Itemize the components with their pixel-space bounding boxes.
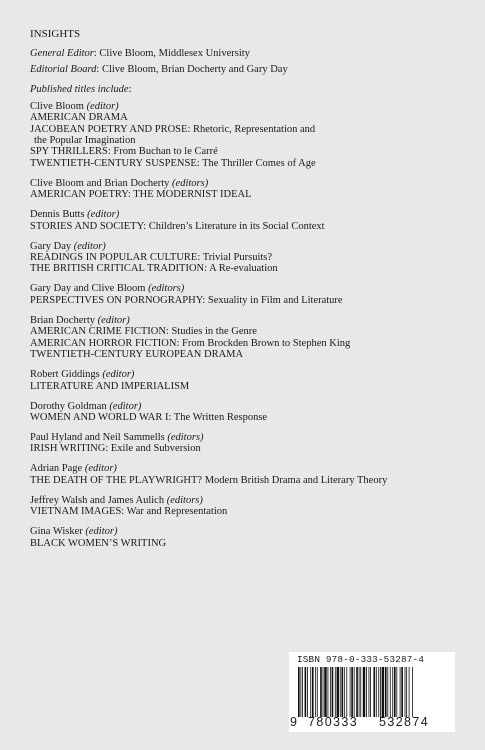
barcode-bar (376, 667, 377, 717)
barcode-bar (350, 667, 351, 717)
book-title-subtitle: : Trivial Pursuits? (197, 252, 273, 264)
book-title (30, 221, 470, 232)
barcode-bar (401, 667, 403, 717)
editor-role: (editor) (87, 209, 120, 221)
editorial-board-label: Editorial Board (30, 64, 97, 76)
barcode-bar (380, 667, 381, 717)
barcode-bar (324, 667, 326, 717)
barcode-bar (373, 667, 375, 717)
barcode-bar (400, 667, 401, 717)
barcode-bar (370, 667, 371, 717)
book-title-main: AMERICAN DRAMA (30, 112, 128, 124)
editor-role: (editors) (166, 494, 203, 506)
editor-line (30, 432, 470, 443)
editor-role: (editor) (73, 240, 106, 252)
title-group (30, 463, 470, 486)
barcode-bar (392, 667, 393, 717)
editor-names: Gary Day (30, 240, 74, 252)
book-title-subtitle: : Sexuality in Film and Literature (202, 294, 343, 306)
book-title-main: THE DEATH OF THE PLAYWRIGHT? (30, 474, 203, 486)
book-title (30, 135, 470, 146)
title-group (30, 101, 470, 169)
book-title (30, 349, 470, 360)
title-group (30, 526, 470, 549)
book-title (30, 506, 470, 517)
editorial-board-value: : Clive Bloom, Brian Docherty and Gary Day (96, 64, 288, 76)
book-title (30, 412, 470, 423)
barcode-bar (344, 667, 345, 717)
barcode-bar (320, 667, 322, 717)
isbn-label: ISBN 978-0-333-53287-4 (297, 654, 425, 665)
title-group (30, 315, 470, 361)
barcode-bar (328, 667, 329, 717)
book-title-subtitle: : Children’s Literature in its Social Context (143, 220, 325, 232)
book-title (30, 475, 470, 486)
book-title-subtitle: : The Thriller Comes of Age (196, 157, 316, 169)
book-title (30, 295, 470, 306)
book-title-main: SPY THRILLERS (30, 146, 108, 158)
book-title-subtitle: : A Re-evaluation (204, 263, 278, 275)
book-title-main: THE BRITISH CRITICAL TRADITION (30, 263, 205, 275)
title-group (30, 495, 470, 518)
book-title (30, 263, 470, 274)
barcode-digit-group-1: 780333 (308, 715, 359, 729)
barcode-bar (340, 667, 341, 717)
barcode-bar (394, 667, 396, 717)
barcode-digit-group-2: 532874 (379, 715, 430, 729)
book-title-subtitle: : Studies in the Genre (165, 326, 257, 338)
book-title-main: IRISH WRITING (30, 443, 106, 455)
barcode-bar (359, 667, 360, 717)
barcode-bar (409, 667, 410, 717)
barcode-bar (354, 667, 355, 717)
book-title (30, 189, 470, 200)
editor-names: Robert Giddings (30, 369, 103, 381)
editor-names: Dorothy Goldman (30, 400, 110, 412)
general-editor-label: General Editor (30, 48, 94, 59)
barcode-bar (300, 667, 301, 717)
barcode-bar (317, 667, 318, 717)
title-group (30, 432, 470, 455)
barcode-bar (369, 667, 370, 717)
book-title (30, 158, 470, 169)
title-group (30, 401, 470, 424)
book-title (30, 112, 470, 123)
book-title-main: AMERICAN POETRY: THE MODERNIST IDEAL (30, 189, 252, 201)
barcode-bar (332, 667, 334, 717)
barcode-bar (406, 667, 407, 717)
title-group (30, 369, 470, 392)
book-title-main: TWENTIETH-CENTURY EUROPEAN DRAMA (30, 349, 244, 361)
editorial-board-line (30, 64, 470, 75)
book-title-main: AMERICAN HORROR FICTION (30, 337, 177, 349)
book-title (30, 252, 470, 263)
editor-line (30, 495, 470, 506)
book-title-main: STORIES AND SOCIETY (30, 220, 144, 232)
title-group (30, 241, 470, 275)
editor-line (30, 283, 470, 294)
book-title-subtitle: : The Written Response (168, 411, 268, 423)
book-title-main: TWENTIETH-CENTURY SUSPENSE (30, 157, 197, 169)
editor-role: (editor) (102, 369, 135, 381)
editor-role: (editors) (167, 431, 204, 443)
barcode-bar (341, 667, 343, 717)
editor-line (30, 463, 470, 474)
editor-names: Clive Bloom and Brian Docherty (30, 177, 173, 189)
book-title-main: BLACK WOMEN’S WRITING (30, 537, 167, 549)
book-title-main: JACOBEAN POETRY AND PROSE (30, 123, 188, 135)
editor-role: (editor) (86, 100, 119, 112)
book-title-main: LITERATURE AND IMPERIALISM (30, 380, 190, 392)
editor-line (30, 526, 470, 537)
barcode-bar (323, 667, 324, 717)
book-title-subtitle: : From Brockden Brown to Stephen King (176, 337, 351, 349)
book-title-main: READINGS IN POPULAR CULTURE (30, 252, 198, 264)
barcode-bar (390, 667, 391, 717)
book-title (30, 326, 470, 337)
barcode-bar (307, 667, 308, 717)
editor-names: Jeffrey Walsh and James Aulich (30, 494, 167, 506)
title-group (30, 178, 470, 201)
barcode-bar (360, 667, 361, 717)
editor-role: (editors) (172, 177, 209, 189)
barcode-bar (351, 667, 353, 717)
barcode-bar (366, 667, 367, 717)
book-title (30, 538, 470, 549)
barcode-bar (302, 667, 303, 717)
editor-line (30, 101, 470, 112)
editor-role: (editor) (97, 314, 130, 326)
book-title-subtitle: : Exile and Subversion (105, 443, 201, 455)
barcode-bar (315, 667, 316, 717)
book-title (30, 443, 470, 454)
editor-role: (editor) (84, 463, 117, 475)
isbn-barcode (289, 652, 455, 732)
editor-line (30, 315, 470, 326)
book-title-main: AMERICAN CRIME FICTION (30, 326, 166, 338)
barcode-bar (405, 667, 406, 717)
barcode-bar (305, 667, 307, 717)
book-title-main: VIETNAM IMAGES (30, 506, 122, 518)
book-title (30, 381, 470, 392)
editor-role: (editors) (148, 283, 185, 295)
published-heading (30, 84, 470, 95)
barcode-bar (312, 667, 314, 717)
editor-names: Dennis Butts (30, 209, 88, 221)
book-title-main: WOMEN AND WORLD WAR I (30, 411, 169, 423)
barcode-bar (346, 667, 347, 717)
barcode-bar (330, 667, 331, 717)
barcode-bar (337, 667, 339, 717)
barcode-bar (310, 667, 311, 717)
book-title-subtitle: Modern British Drama and Literary Theory (202, 474, 388, 486)
book-title (30, 146, 470, 157)
barcode-digit-first: 9 (290, 715, 299, 729)
published-label: Published titles include (30, 84, 129, 96)
series-title: INSIGHTS (30, 28, 81, 40)
editor-line (30, 209, 470, 220)
barcode-bar (298, 667, 300, 717)
book-title (30, 338, 470, 349)
editor-names: Clive Bloom (30, 100, 87, 112)
published-colon: : (128, 84, 132, 96)
title-group (30, 209, 470, 232)
book-title (30, 124, 470, 135)
barcode-bar (396, 667, 397, 717)
editor-names: Paul Hyland and Neil Sammells (30, 431, 168, 443)
editor-role: (editor) (85, 526, 118, 538)
published-titles-list (30, 101, 470, 549)
book-title-main: PERSPECTIVES ON PORNOGRAPHY (30, 294, 203, 306)
editor-names: Gina Wisker (30, 526, 86, 538)
barcode-bars (297, 667, 451, 717)
editor-names: Adrian Page (30, 463, 85, 475)
title-group (30, 283, 470, 306)
editor-line (30, 369, 470, 380)
general-editor-value: : Clive Bloom, Middlesex University (93, 48, 250, 59)
barcode-bar (387, 667, 388, 717)
general-editor-line (30, 48, 470, 59)
barcode-bar (412, 667, 413, 717)
editor-line (30, 178, 470, 189)
editor-line (30, 401, 470, 412)
editor-names: Brian Docherty (30, 314, 98, 326)
barcode-bar (363, 667, 365, 717)
book-title-subtitle: : From Buchan to le Carré (107, 146, 218, 158)
barcode-bar (356, 667, 358, 717)
editor-names: Gary Day and Clive Bloom (30, 283, 149, 295)
book-title-subtitle: : War and Representation (121, 506, 228, 518)
editor-line (30, 241, 470, 252)
series-page (30, 28, 470, 549)
barcode-bar (378, 667, 379, 717)
barcode-bar (382, 667, 384, 717)
editor-role: (editor) (109, 400, 142, 412)
barcode-bar (335, 667, 336, 717)
book-title-subtitle: : Rhetoric, Representation and (187, 123, 316, 135)
barcode-bar (385, 667, 387, 717)
book-title-subtitle: the Popular Imagination (34, 135, 136, 147)
